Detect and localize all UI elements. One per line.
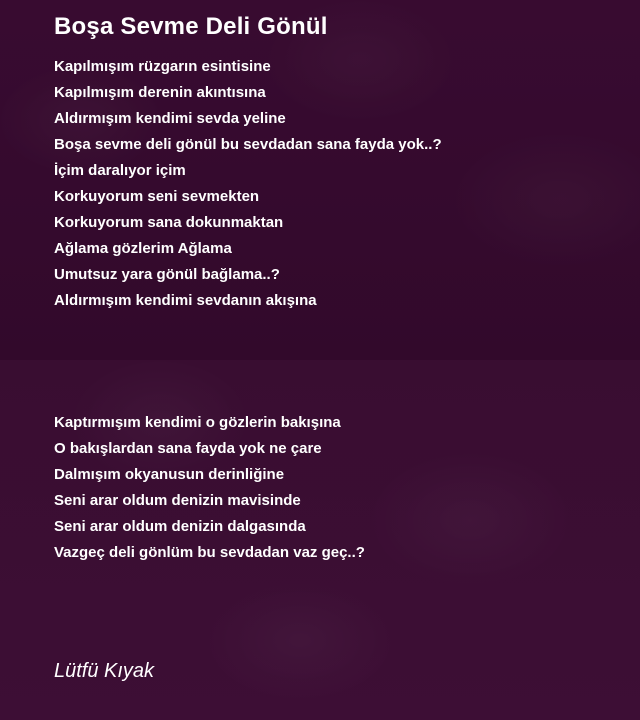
poem-line: O bakışlardan sana fayda yok ne çare	[54, 440, 322, 457]
poem-line: Boşa sevme deli gönül bu sevdadan sana fayda yok..?	[54, 136, 442, 153]
stanza-2	[54, 410, 624, 566]
poem-line: Korkuyorum sana dokunmaktan	[54, 214, 284, 231]
poem-author: Lütfü Kıyak	[54, 660, 155, 682]
poem-line: Ağlama gözlerim Ağlama	[54, 240, 232, 257]
poem-line: Dalmışım okyanusun derinliğine	[54, 466, 285, 483]
stanza-1	[54, 54, 624, 314]
poem-line: Umutsuz yara gönül bağlama..?	[54, 266, 280, 283]
poem-title: Boşa Sevme Deli Gönül	[54, 13, 328, 40]
poem-line: Seni arar oldum denizin dalgasında	[54, 518, 306, 535]
poem-card	[54, 10, 624, 566]
poem-line: Aldırmışım kendimi sevda yeline	[54, 110, 286, 127]
poem-line: İçim daralıyor içim	[54, 162, 186, 179]
poem-line: Kapılmışım derenin akıntısına	[54, 84, 266, 101]
poem-line: Vazgeç deli gönlüm bu sevdadan vaz geç..?	[54, 544, 365, 561]
poem-line: Korkuyorum seni sevmekten	[54, 188, 260, 205]
poem-line: Seni arar oldum denizin mavisinde	[54, 492, 301, 509]
poem-line: Kaptırmışım kendimi o gözlerin bakışına	[54, 414, 341, 431]
poem-line: Aldırmışım kendimi sevdanın akışına	[54, 292, 317, 309]
poem-line: Kapılmışım rüzgarın esintisine	[54, 58, 271, 75]
